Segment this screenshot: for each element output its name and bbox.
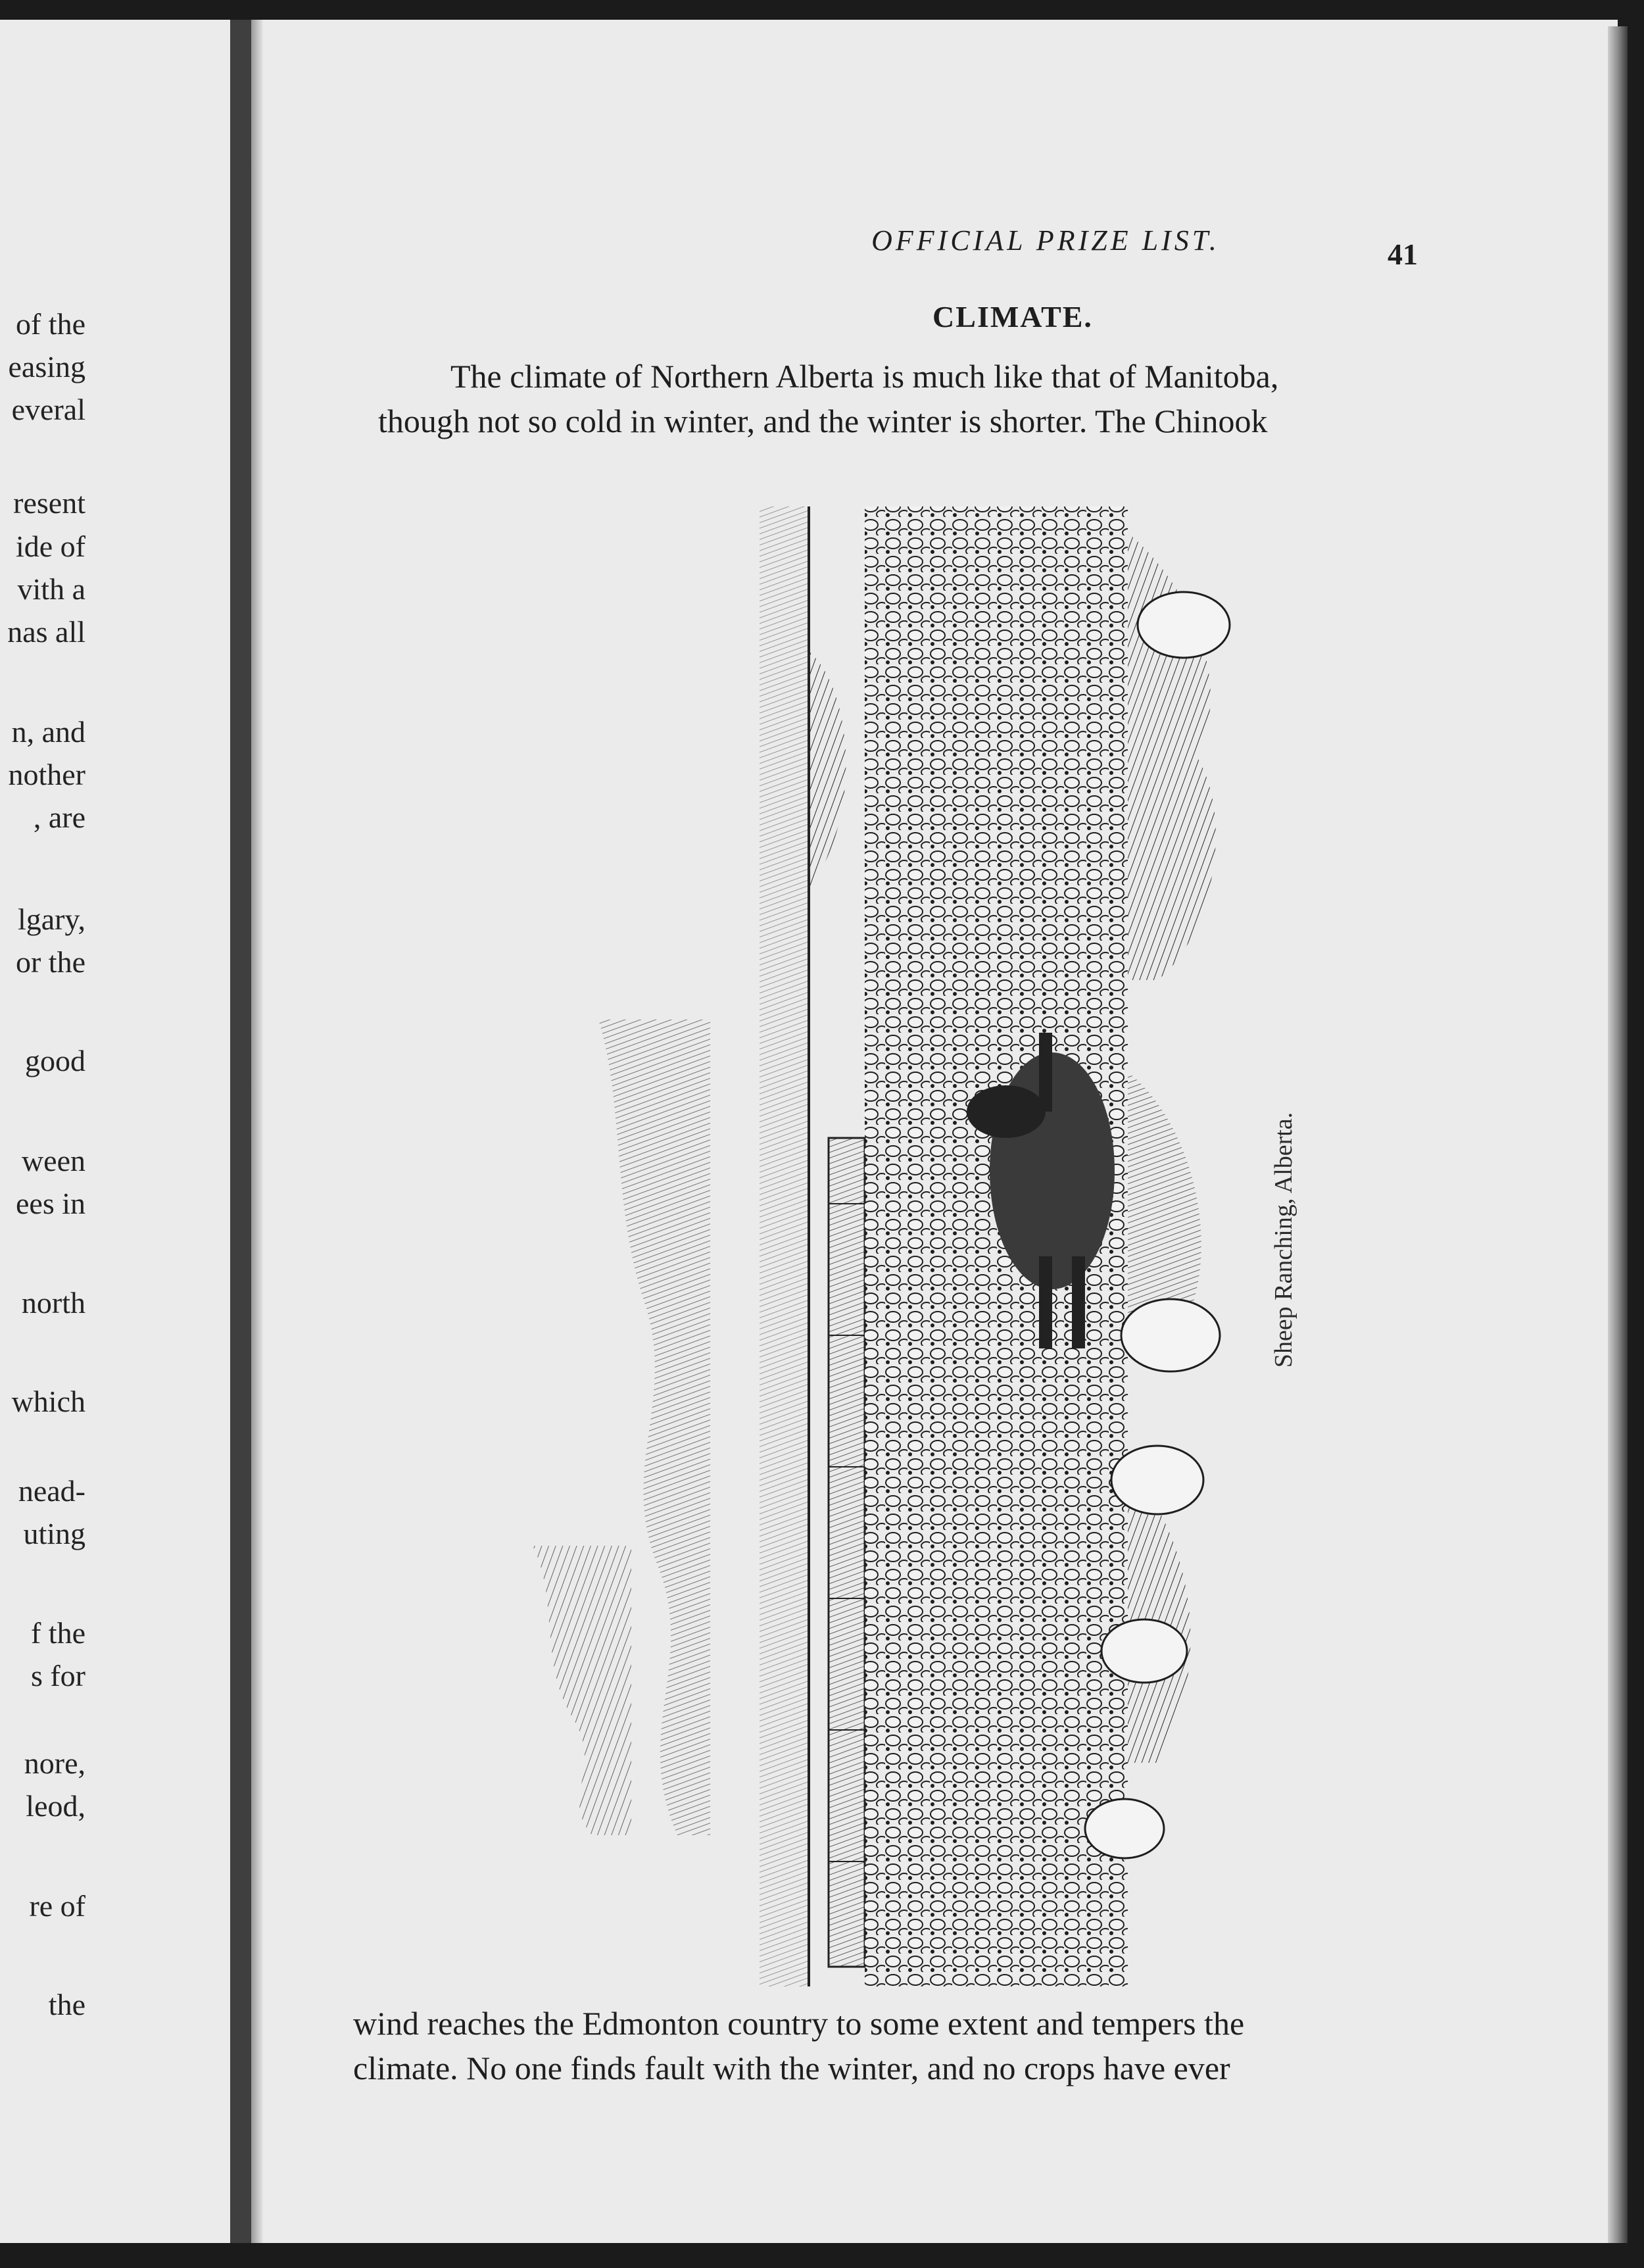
left-page-line-fragment: leod, — [26, 1789, 85, 1823]
section-title: CLIMATE. — [932, 300, 1093, 333]
left-facing-page — [0, 20, 230, 2243]
left-page-line-fragment: which — [11, 1385, 85, 1418]
figure-caption-text: Sheep Ranching, Alberta. — [1270, 1112, 1297, 1368]
left-page-line-fragment: n, and — [11, 715, 85, 749]
left-page-line-fragment: or the — [15, 945, 85, 979]
right-page — [263, 20, 1618, 2243]
left-page-line-fragment: nore, — [24, 1746, 85, 1780]
paragraph-line: The climate of Northern Alberta is much like that of Manitoba, — [450, 358, 1279, 395]
left-page-line-fragment: ees in — [15, 1187, 85, 1220]
left-page-line-fragment: good — [25, 1044, 85, 1077]
left-page-line-fragment: uting — [23, 1517, 85, 1550]
left-page-line-fragment: ide of — [15, 530, 85, 563]
page-edge — [1608, 26, 1628, 2243]
left-page-line-fragment: re of — [29, 1889, 85, 1923]
left-page-line-fragment: , are — [33, 801, 85, 834]
left-page-line-fragment: lgary, — [17, 902, 85, 936]
paragraph-line: climate. No one finds fault with the winter, and no crops have ever — [353, 2050, 1230, 2086]
running-head: OFFICIAL PRIZE LIST. — [871, 224, 1220, 257]
left-page-line-fragment: of the — [15, 307, 85, 341]
left-page-line-fragment: nas all — [7, 615, 85, 649]
left-page-line-fragment: north — [21, 1286, 85, 1319]
sheep-ranching-engraving-icon — [460, 480, 1249, 1993]
binding-shadow — [251, 20, 263, 2243]
left-page-line-fragment: the — [48, 1988, 85, 2021]
left-page-line-fragment: everal — [11, 393, 85, 426]
page-number: 41 — [1388, 237, 1418, 271]
left-page-text-fragments — [0, 20, 230, 2243]
left-page-line-fragment: s for — [30, 1659, 85, 1692]
left-page-line-fragment: nother — [8, 758, 85, 791]
left-page-line-fragment: easing — [8, 350, 85, 383]
left-page-line-fragment: resent — [13, 486, 85, 520]
paragraph-line: though not so cold in winter, and the winter is shorter. The Chinook — [378, 403, 1268, 439]
left-page-line-fragment: f the — [30, 1616, 85, 1650]
book-binding — [230, 20, 251, 2243]
paragraph-line: wind reaches the Edmonton country to some extent and tempers the — [353, 2005, 1245, 2042]
paragraph-bottom — [353, 2001, 1244, 2090]
left-page-line-fragment: vith a — [17, 572, 85, 606]
paragraph-top — [378, 354, 1278, 443]
left-page-line-fragment: nead- — [18, 1474, 85, 1508]
left-page-line-fragment: ween — [21, 1144, 85, 1177]
